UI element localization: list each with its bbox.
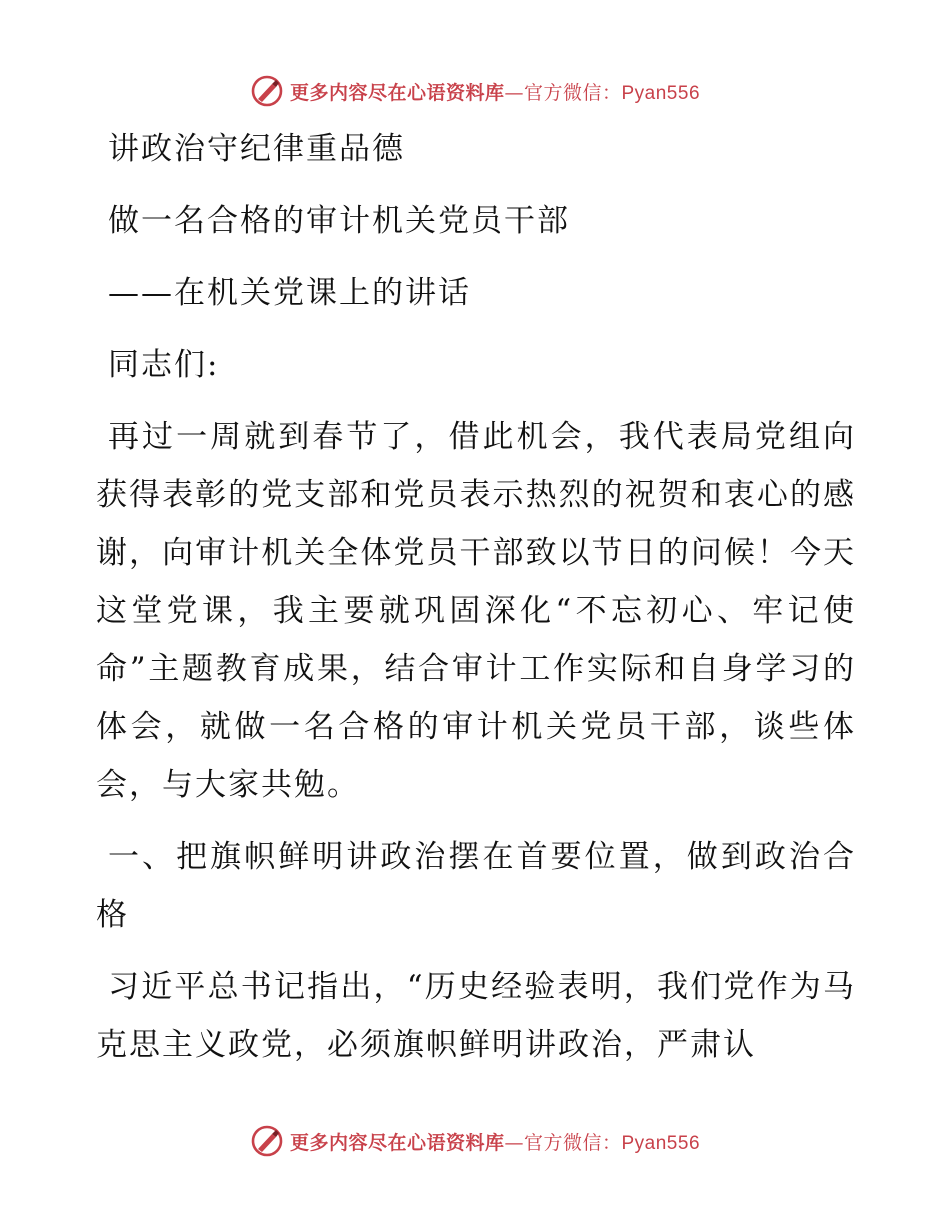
paragraph-intro: 再过一周就到春节了，借此机会，我代表局党组向获得表彰的党支部和党员表示热烈的祝贺和衷心的感谢，向审计机关全体党员干部致以节日的问候！今天这堂党课，我主要就巩固深化“不忘初心、牢记使命”主题教育成果，结合审计工作实际和自身学习的体会，就做一名合格的审计机关党员干部，谈些体会，与大家共勉。 [96, 419, 856, 803]
document-title-line2: 做一名合格的审计机关党员干部 [108, 203, 570, 239]
document-title: 讲政治守纪律重品德 [108, 131, 405, 167]
document-body [96, 120, 856, 1074]
pen-logo-icon [250, 1124, 284, 1158]
paragraph-section-1: 习近平总书记指出，“历史经验表明，我们党作为马克思主义政党，必须旗帜鲜明讲政治，严肃认 [96, 969, 856, 1063]
document-subtitle: ——在机关党课上的讲话 [108, 275, 471, 311]
header-watermark-banner [0, 71, 950, 111]
pen-logo-icon [250, 74, 284, 108]
watermark-text: 更多内容尽在心语资料库—官方微信：Pyan556 [289, 1131, 701, 1154]
watermark-text: 更多内容尽在心语资料库—官方微信：Pyan556 [289, 81, 701, 104]
greeting: 同志们: [108, 347, 220, 383]
section-heading-1: 一、把旗帜鲜明讲政治摆在首要位置，做到政治合格 [96, 839, 856, 933]
footer-watermark-banner [0, 1121, 950, 1161]
